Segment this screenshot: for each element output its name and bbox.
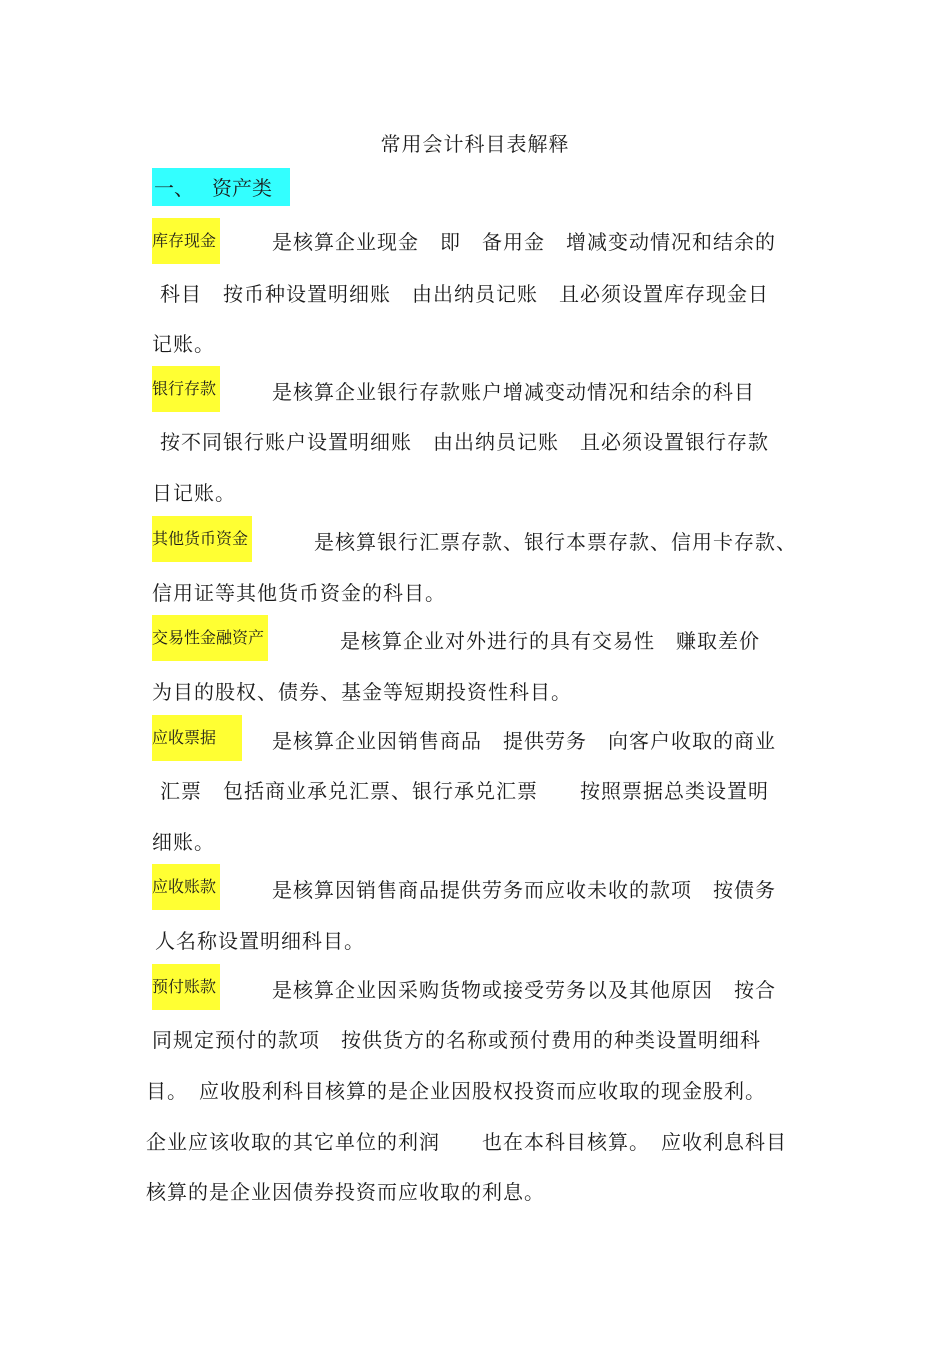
definition-line: 是核算企业银行存款账户增减变动情况和结余的科目 [272,380,755,404]
term-label: 其他货币资金 [152,516,252,562]
term-highlight [152,864,220,910]
definition-line: 同规定预付的款项 按供货方的名称或预付费用的种类设置明细科 [152,1028,761,1052]
definition-line: 汇票 包括商业承兑汇票、银行承兑汇票 按照票据总类设置明 [160,779,769,803]
definition-line: 科目 按币种设置明细账 由出纳员记账 且必须设置库存现金日 [160,282,769,306]
term-highlight [152,218,220,264]
definition-line: 是核算银行汇票存款、银行本票存款、信用卡存款、 [314,530,797,554]
definition-line: 按不同银行账户设置明细账 由出纳员记账 且必须设置银行存款 [160,430,769,454]
section-heading [152,168,290,206]
definition-line: 记账。 [152,332,215,356]
definition-line: 是核算企业因销售商品 提供劳务 向客户收取的商业 [272,729,776,753]
definition-line: 人名称设置明细科目。 [155,929,365,953]
term-highlight [152,516,252,562]
body-text-line: 核算的是企业因债券投资而应收取的利息。 [146,1180,545,1204]
definition-line: 日记账。 [152,481,236,505]
definition-line: 信用证等其他货币资金的科目。 [152,581,446,605]
term-label: 应收票据 [152,715,242,761]
term-highlight [152,366,220,412]
definition-line: 目。 应收股利科目核算的是企业因股权投资而应收取的现金股利。 [146,1079,766,1103]
term-highlight [152,615,268,661]
term-label: 应收账款 [152,864,220,910]
section-number: 一、 [154,176,194,200]
definition-line: 细账。 [152,830,215,854]
term-label: 交易性金融资产 [152,615,268,661]
definition-line: 是核算因销售商品提供劳务而应收未收的款项 按债务 [272,878,776,902]
definition-line: 为目的股权、债券、基金等短期投资性科目。 [152,680,572,704]
definition-line: 是核算企业因采购货物或接受劳务以及其他原因 按合 [272,978,776,1002]
document-title: 常用会计科目表解释 [380,132,570,156]
definition-line: 是核算企业现金 即 备用金 增减变动情况和结余的 [272,230,776,254]
section-label: 资产类 [212,176,272,200]
term-label: 预付账款 [152,964,220,1010]
term-highlight [152,964,220,1010]
term-highlight [152,715,242,761]
body-text-line: 企业应该收取的其它单位的利润 也在本科目核算。 应收利息科目 [146,1130,787,1154]
definition-line: 是核算企业对外进行的具有交易性 赚取差价 [340,629,760,653]
term-label: 库存现金 [152,218,220,264]
term-label: 银行存款 [152,366,220,412]
